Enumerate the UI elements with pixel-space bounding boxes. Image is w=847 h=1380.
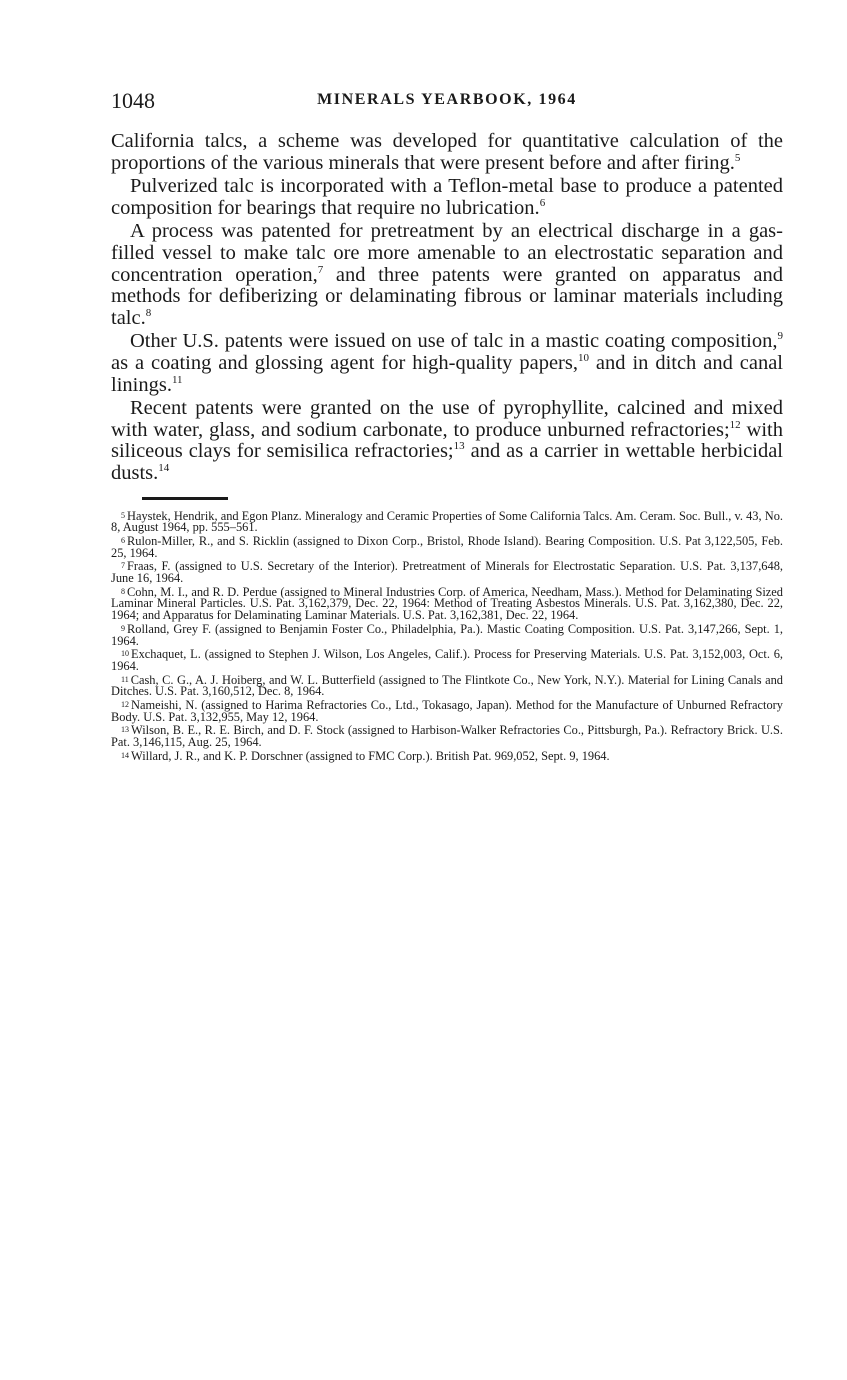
page-header [111, 88, 783, 118]
paragraph-pyrophyllite: Recent patents were granted on the use of pyrophyllite, calcined and mixed with water, glass, and sodium carbonate, to produce unburned refractories;$^{12}$ with siliceous clays for semisilica refractories;$^{13}$ and as a carrier in wettable herbicidal dusts.$^{14}$ [111, 397, 784, 484]
paragraph-talc-firing: California talcs, a scheme was developed for quantitative calculation of the proportions of the various minerals that were present before and after firing.$^5$ [111, 130, 783, 174]
paragraph-teflon-bearings: Pulverized talc is incorporated with a Teflon-metal base to produce a patented composition for bearings that require no lubrication.$^6$ [111, 175, 783, 219]
footnote-ref[interactable]: 9 [777, 330, 783, 343]
page-number: 1048 [111, 88, 155, 113]
footnote: 14 Willard, J. R., and K. P. Dorschner (assigned to FMC Corp.). British Pat. 969,052, Sept. 9, 1964. [121, 748, 610, 763]
footnote-divider [142, 497, 228, 500]
footnote: 8 Cohn, M. I., and R. D. Perdue (assigned to Mineral Industries Corp. of America, Needham, Mass.). Method for Delaminating Sized Laminar Mineral Particles. U.S. Pat. 3,162,379, Dec. 22, 1964: Method of Treating Asbestos Minerals. U.S. Pat. 3,162,380, Dec. 22, 1964; and Apparatus for Delaminating Laminar Materials. U.S. Pat. 3,162,381, Dec. 22, 1964. [111, 584, 783, 623]
running-title: MINERALS YEARBOOK, 1964 [317, 91, 577, 108]
footnote-ref[interactable]: 5 [734, 151, 741, 164]
footnote-ref[interactable]: 14 [158, 461, 170, 474]
footnote: 5 Haystek, Hendrik, and Egon Planz. Mineralogy and Ceramic Properties of Some California Talcs. Am. Ceram. Soc. Bull., v. 43, No. 8, August 1964, pp. 555–561. [111, 508, 783, 535]
footnote: 9 Rolland, Grey F. (assigned to Benjamin Foster Co., Philadelphia, Pa.). Mastic Coating Composition. U.S. Pat. 3,147,266, Sept. 1, 1964. [111, 621, 783, 648]
footnote: 12 Nameishi, N. (assigned to Harima Refractories Co., Ltd., Tokasago, Japan). Method for the Manufacture of Unburned Refractory Body. U.S. Pat. 3,132,955, May 12, 1964. [111, 698, 783, 724]
document-page [111, 88, 783, 764]
footnotes [111, 510, 783, 763]
paragraph-electrical-discharge: A process was patented for pretreatment by an electrical discharge in a gas-filled vessel to make talc ore more amenable to an electrostatic separation and concentration operation,$^7$ and three patents were granted on apparatus and methods for defiberizing or delaminating fibrous or laminar materials including talc.$^8$ [111, 220, 783, 329]
footnote-ref[interactable]: 6 [539, 196, 546, 209]
footnote-ref[interactable]: 12 [729, 418, 741, 431]
body-text [111, 131, 783, 485]
footnote: 10 Exchaquet, L. (assigned to Stephen J. Wilson, Los Angeles, Calif.). Process for Preserving Materials. U.S. Pat. 3,152,003, Oct. 6, 1964. [111, 647, 783, 673]
paragraph-other-patents: Other U.S. patents were issued on use of talc in a mastic coating composition,$^9$ as a coating and glossing agent for high-quality papers,$^{10}$ and in ditch and canal linings.$^{11}$ [111, 330, 783, 396]
footnote-ref[interactable]: 8 [145, 306, 152, 319]
footnote: 13 Wilson, B. E., R. E. Birch, and D. F. Stock (assigned to Harbison-Walker Refractories Co., Pittsburgh, Pa.). Refractory Brick. U.S. Pat. 3,146,115, Aug. 25, 1964. [111, 723, 783, 750]
footnote-ref[interactable]: 10 [578, 351, 589, 364]
footnote-ref[interactable]: 11 [171, 373, 183, 386]
footnote-ref[interactable]: 13 [453, 440, 465, 453]
footnote: 11 Cash, C. G., A. J. Hoiberg, and W. L. Butterfield (assigned to The Flintkote Co., New York, N.Y.). Material for Lining Canals and Ditches. U.S. Pat. 3,160,512, Dec. 8, 1964. [111, 672, 783, 699]
footnote: 6 Rulon-Miller, R., and S. Ricklin (assigned to Dixon Corp., Bristol, Rhode Island). Bearing Composition. U.S. Pat 3,122,505, Feb. 25, 1964. [111, 533, 783, 560]
footnote: 7 Fraas, F. (assigned to U.S. Secretary of the Interior). Pretreatment of Minerals for Electrostatic Separation. U.S. Pat. 3,137,648, June 16, 1964. [111, 559, 783, 586]
footnote-ref[interactable]: 7 [317, 263, 324, 276]
